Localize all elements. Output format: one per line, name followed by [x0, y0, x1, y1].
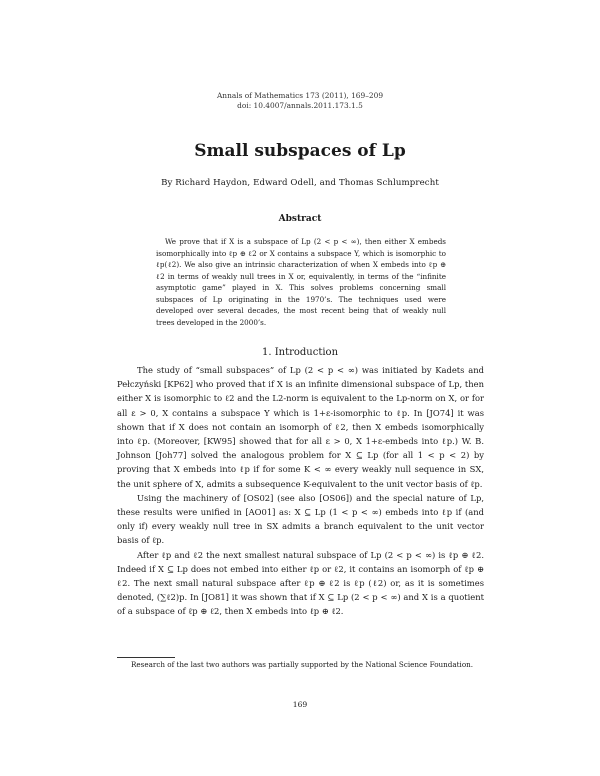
doi: doi: 10.4007/annals.2011.173.1.5 — [237, 101, 363, 110]
page-number: 169 — [292, 700, 308, 709]
body-text — [117, 363, 484, 619]
paper-title: Small subspaces of Lp — [194, 141, 406, 161]
paragraph: The study of “small subspaces” of Lp (2 < p < ∞) was initiated by Kadets and Pełczyński [KP62] who proved that if X is an infinite dimensional subspace of Lp, then either X is isomorphic to ℓ2 and the L2-norm is equivalent to the Lp-norm on X, or for all ε > 0, X contains a subspace Y which is 1+ε-isomorphic to ℓp. In [JO74] it was shown that if X does not contain an isomorph of ℓ2, then X embeds isomorphically into ℓp. (Moreover, [KW95] showed that for all ε > 0, X 1+ε-embeds into ℓp.) W. B. Johnson [Joh77] solved the analogous problem for X ⊆ Lp (for all 1 < p < 2) by proving that X embeds into ℓp if for some K < ∞ every weakly null sequence in SX, the unit sphere of X, admits a subsequence K-equivalent to the unit vector basis of ℓp. — [117, 365, 484, 489]
paragraph: Using the machinery of [OS02] (see also [OS06]) and the special nature of Lp, these results were unified in [AO01] as: X ⊆ Lp (1 < p < ∞) embeds into ℓp if (and only if) every weakly null tree in SX admits a branch equivalent to the unit vector basis of ℓp. — [117, 492, 484, 546]
abstract-heading: Abstract — [278, 214, 322, 224]
abstract-body — [156, 236, 446, 328]
footnote-rule — [117, 657, 175, 658]
authors: By Richard Haydon, Edward Odell, and Thomas Schlumprecht — [161, 178, 439, 188]
footnote: Research of the last two authors was partially supported by the National Science Foundation. — [131, 660, 474, 669]
journal-citation: Annals of Mathematics 173 (2011), 169–209 — [216, 91, 384, 100]
abstract-text: We prove that if X is a subspace of Lp (2 < p < ∞), then either X embeds isomorphically into ℓp ⊕ ℓ2 or X contains a subspace Y, which is isomorphic to ℓp(ℓ2). We also give an intrinsic characterization of when X embeds into ℓp ⊕ ℓ2 in terms of weakly null trees in X or, equivalently, in terms of the “infinite asymptotic game” played in X. This solves problems concerning small subspaces of Lp originating in the 1970’s. The techniques used were developed over several decades, the most recent being that of weakly null trees developed in the 2000’s. — [156, 237, 446, 327]
section-heading: 1. Introduction — [261, 347, 339, 358]
paragraph: After ℓp and ℓ2 the next smallest natural subspace of Lp (2 < p < ∞) is ℓp ⊕ ℓ2. Indeed if X ⊆ Lp does not embed into either ℓp or ℓ2, it contains an isomorph of ℓp ⊕ ℓ2. The next small natural subspace after ℓp ⊕ ℓ2 is ℓp (ℓ2) or, as it is sometimes denoted, (∑ℓ2)p. In [JO81] it was shown that if X ⊆ Lp (2 < p < ∞) and X is a quotient of a subspace of ℓp ⊕ ℓ2, then X embeds into ℓp ⊕ ℓ2. — [117, 549, 484, 617]
